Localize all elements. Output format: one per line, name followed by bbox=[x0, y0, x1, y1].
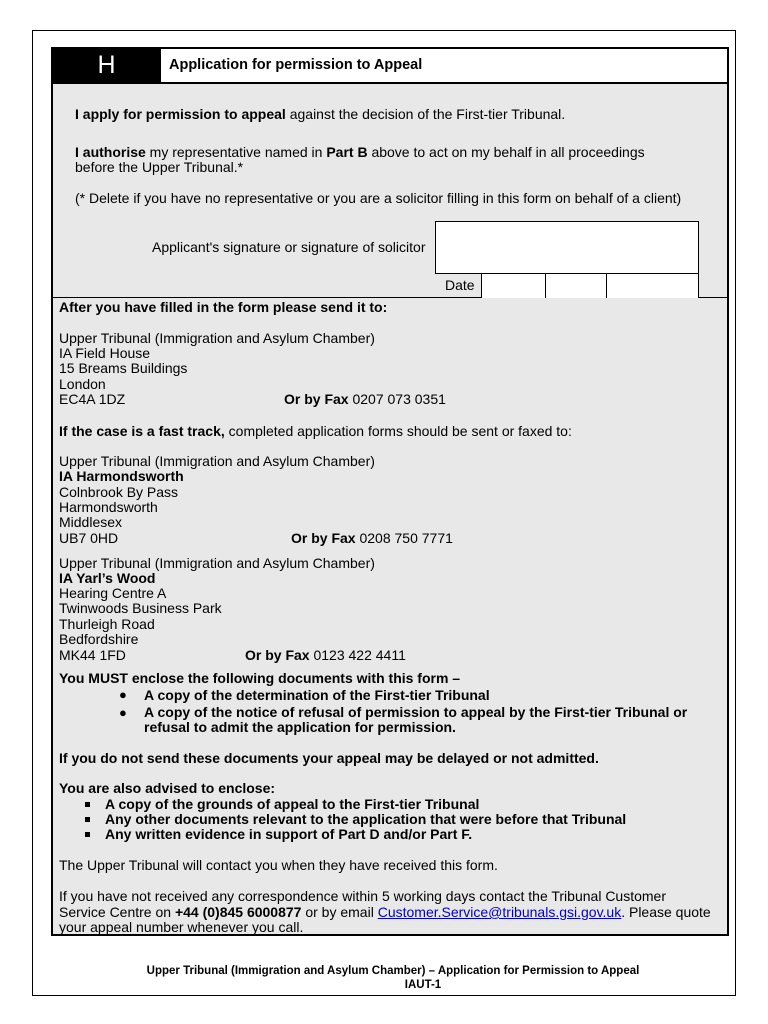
address-harmondsworth-line: Middlesex bbox=[59, 514, 123, 530]
authorise-statement: I authorise my representative named in Part B above to act on my behalf in all proceedings bbox=[75, 144, 645, 160]
apply-statement: I apply for permission to appeal against the decision of the First-tier Tribunal. bbox=[75, 106, 566, 122]
correspondence-line1: If you have not received any correspondence within 5 working days contact the Tribunal Customer bbox=[59, 888, 666, 904]
must-enclose-item-line2: refusal to admit the application for permission. bbox=[144, 719, 456, 735]
address-harmondsworth-line: Harmondsworth bbox=[59, 499, 158, 515]
address-main-line: London bbox=[59, 376, 106, 392]
correspondence-line2: Service Centre on +44 (0)845 6000877 or by email Customer.Service@tribunals.gsi.gov.uk. Please quote bbox=[59, 904, 711, 920]
must-enclose-item: A copy of the notice of refusal of permission to appeal by the First-tier Tribunal or bbox=[144, 704, 688, 720]
bullet-icon: ● bbox=[119, 705, 127, 720]
address-yarlswood-line: Thurleigh Road bbox=[59, 616, 155, 632]
correspondence-line3: your appeal number whenever you call. bbox=[59, 919, 304, 935]
address-yarlswood-line: Hearing Centre A bbox=[59, 585, 167, 601]
address-yarlswood-name: IA Yarl’s Wood bbox=[59, 570, 156, 586]
date-day-field[interactable] bbox=[481, 273, 547, 299]
delete-note: (* Delete if you have no representative or you are a solicitor filling in this form on behalf of a client) bbox=[75, 190, 682, 206]
footer-form-code: IAUT-1 bbox=[404, 979, 442, 991]
authorise-statement-line2: before the Upper Tribunal.* bbox=[75, 159, 244, 175]
contact-note: The Upper Tribunal will contact you when they have received this form. bbox=[59, 857, 498, 873]
address-main-postcode: EC4A 1DZ bbox=[59, 391, 126, 407]
header-divider bbox=[160, 49, 162, 82]
signature-label: Applicant's signature or signature of solicitor bbox=[152, 239, 426, 255]
address-yarlswood-postcode: MK44 1FD bbox=[59, 647, 126, 663]
address-main-line: 15 Breams Buildings bbox=[59, 360, 188, 376]
address-harmondsworth-name: IA Harmondsworth bbox=[59, 468, 184, 484]
section-header bbox=[51, 47, 729, 84]
address-yarlswood-line: Upper Tribunal (Immigration and Asylum Chamber) bbox=[59, 555, 375, 571]
email-link[interactable]: Customer.Service@tribunals.gsi.gov.uk bbox=[377, 904, 622, 920]
section-letter: H bbox=[53, 49, 160, 82]
fast-track-note: If the case is a fast track, completed application forms should be sent or faxed to: bbox=[59, 423, 572, 439]
square-bullet-icon bbox=[85, 817, 90, 822]
footer-title: Upper Tribunal (Immigration and Asylum Chamber) – Application for Permission to Appeal bbox=[146, 965, 640, 977]
address-harmondsworth-postcode: UB7 0HD bbox=[59, 530, 119, 546]
address-main-line: Upper Tribunal (Immigration and Asylum Chamber) bbox=[59, 330, 375, 346]
bullet-icon: ● bbox=[119, 687, 127, 702]
date-year-field[interactable] bbox=[606, 273, 699, 299]
address-yarlswood-line: Bedfordshire bbox=[59, 631, 139, 647]
square-bullet-icon bbox=[85, 802, 90, 807]
advised-item: A copy of the grounds of appeal to the First-tier Tribunal bbox=[105, 796, 480, 812]
advised-item: Any other documents relevant to the application that were before that Tribunal bbox=[105, 811, 627, 827]
address-yarlswood-line: Twinwoods Business Park bbox=[59, 600, 222, 616]
signature-field[interactable] bbox=[435, 221, 699, 274]
address-harmondsworth-line: Upper Tribunal (Immigration and Asylum Chamber) bbox=[59, 453, 375, 469]
date-month-field[interactable] bbox=[545, 273, 607, 299]
square-bullet-icon bbox=[85, 832, 90, 837]
address-yarlswood-fax: Or by Fax 0123 422 4411 bbox=[245, 647, 406, 663]
advised-item: Any written evidence in support of Part D and/or Part F. bbox=[105, 826, 473, 842]
address-harmondsworth-fax: Or by Fax 0208 750 7771 bbox=[291, 530, 453, 546]
address-main-line: IA Field House bbox=[59, 345, 151, 361]
address-harmondsworth-line: Colnbrook By Pass bbox=[59, 484, 179, 500]
must-enclose-heading: You MUST enclose the following documents with this form – bbox=[59, 670, 461, 686]
send-heading: After you have filled in the form please send it to: bbox=[59, 299, 388, 315]
address-main-fax: Or by Fax 0207 073 0351 bbox=[284, 391, 446, 407]
section-title: Application for permission to Appeal bbox=[169, 57, 423, 73]
advised-heading: You are also advised to enclose: bbox=[59, 780, 276, 796]
must-enclose-item: A copy of the determination of the First-tier Tribunal bbox=[144, 687, 490, 703]
date-label: Date bbox=[445, 277, 475, 293]
delay-warning: If you do not send these documents your appeal may be delayed or not admitted. bbox=[59, 750, 599, 766]
